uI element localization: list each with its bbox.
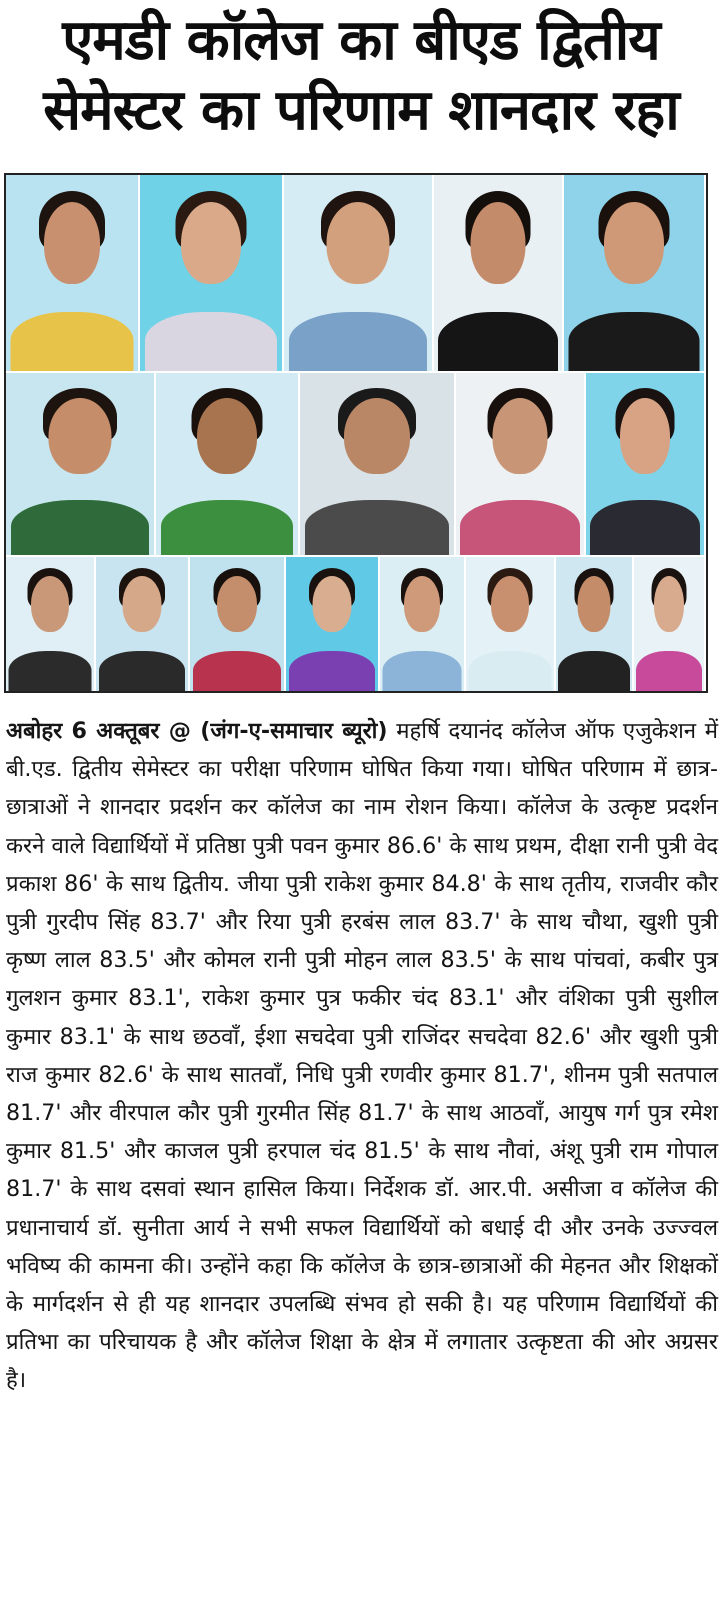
portrait-face [123, 576, 162, 632]
portrait-shoulders [558, 651, 630, 691]
student-photo [6, 373, 156, 555]
student-photo [466, 557, 556, 691]
portrait-face [493, 398, 548, 474]
portrait-face [49, 398, 112, 474]
article-text: महर्षि दयानंद कॉलेज ऑफ एजुकेशन में बी.एड. द्वितीय सेमेस्टर का परीक्षा परिणाम घोषित किया गया। घोषित परिणाम में छात्र-छात्राओं ने शानदार प्रदर्शन कर कॉलेज का नाम रोशन किया। कॉलेज के उत्कृष्ट प्रदर्शन करने वाले विद्यार्थियों में प्रतिष्ठा पुत्री पवन कुमार 86.6' के साथ प्रथम, दीक्षा रानी पुत्री वेद प्रकाश 86' के साथ द्वितीय. जीया पुत्री राकेश कुमार 84.8' के साथ तृतीय, राजवीर कौर पुत्री गुरदीप सिंह 83.7' और रिया पुत्री हरबंस लाल 83.7' के साथ चौथा, खुशी पुत्री कृष्ण लाल 83.5' और कोमल रानी पुत्री मोहन लाल 83.5' के साथ पांचवां, कबीर पुत्र गुलशन कुमार 83.1', राकेश कुमार पुत्र फकीर चंद 83.1' और वंशिका पुत्री सुशील कुमार 83.1' के साथ छठवाँ, ईशा सचदेवा पुत्री राजिंदर सचदेवा 82.6' और खुशी पुत्री राज कुमार 82.6' के साथ सातवाँ, निधि पुत्री रणवीर कुमार 81.7', शीनम पुत्री सतपाल 81.7' और वीरपाल कौर पुत्री गुरमीत सिंह 81.7' के साथ आठवाँ, आयुष गर्ग पुत्र रमेश कुमार 81.5' और काजल पुत्री हरपाल चंद 81.5' के साथ नौवां, अंशू पुत्री राम गोपाल 81.7' के साथ दसवां स्थान हासिल किया। निर्देशक डॉ. आर.पी. असीजा व कॉलेज की प्रधानाचार्य डॉ. सुनीता आर्य ने सभी सफल विद्यार्थियों को बधाई दी और उनके उज्ज्वल भविष्य की कामना की। उन्होंने कहा कि कॉलेज के छात्र-छात्राओं की मेहनत और शिक्षकों के मार्गदर्शन से ही यह शानदार उपलब्धि संभव हो सकी है। यह परिणाम विद्यार्थियों की प्रतिभा का परिचायक है और कॉलेज शिक्षा के क्षेत्र में लगातार उत्कृष्टता की ओर अग्रसर है। [6, 718, 718, 1394]
portrait-face [181, 202, 241, 284]
student-photo [564, 175, 706, 371]
portrait-shoulders [99, 651, 185, 691]
portrait-face [578, 576, 611, 632]
portrait-shoulders [636, 651, 702, 691]
student-photo [300, 373, 456, 555]
student-photo [556, 557, 634, 691]
portrait-shoulders [145, 312, 277, 371]
portrait-face [604, 202, 664, 284]
portrait-face [313, 576, 352, 632]
portrait-face [197, 398, 257, 474]
portrait-face [404, 576, 440, 632]
student-photo [286, 557, 380, 691]
student-photo [190, 557, 286, 691]
student-photo [456, 373, 586, 555]
portrait-shoulders [460, 500, 580, 555]
student-photo [140, 175, 284, 371]
photo-row-3 [6, 557, 706, 691]
headline [0, 6, 722, 146]
portrait-face [620, 398, 670, 474]
portrait-face [654, 576, 684, 632]
student-photo [380, 557, 466, 691]
photo-row-1 [6, 175, 706, 371]
portrait-shoulders [569, 312, 700, 371]
portrait-shoulders [289, 651, 375, 691]
student-photo [284, 175, 434, 371]
portrait-face [327, 202, 390, 284]
student-photo [6, 557, 96, 691]
portrait-face [344, 398, 410, 474]
portrait-shoulders [289, 312, 427, 371]
portrait-shoulders [193, 651, 281, 691]
portrait-shoulders [590, 500, 700, 555]
student-photo [96, 557, 190, 691]
portrait-face [471, 202, 526, 284]
portrait-shoulders [11, 312, 134, 371]
headline-line-2: सेमेस्टर का परिणाम शानदार रहा [43, 78, 679, 143]
dateline: अबोहर 6 अक्तूबर @ (जंग-ए-समाचार ब्यूरो) [6, 718, 388, 744]
portrait-shoulders [161, 500, 293, 555]
student-photo [156, 373, 300, 555]
headline-line-1: एमडी कॉलेज का बीएड द्वितीय [62, 8, 660, 73]
portrait-face [491, 576, 529, 632]
student-photo [6, 175, 140, 371]
student-photo-collage [4, 173, 708, 693]
portrait-shoulders [305, 500, 449, 555]
student-photo [634, 557, 706, 691]
student-photo [586, 373, 706, 555]
student-photo [434, 175, 564, 371]
portrait-shoulders [438, 312, 558, 371]
portrait-face [31, 576, 69, 632]
portrait-shoulders [383, 651, 462, 691]
portrait-shoulders [469, 651, 552, 691]
portrait-face [44, 202, 100, 284]
portrait-shoulders [11, 500, 149, 555]
portrait-shoulders [9, 651, 92, 691]
portrait-face [217, 576, 257, 632]
photo-row-2 [6, 373, 706, 555]
article-body [6, 712, 718, 1400]
